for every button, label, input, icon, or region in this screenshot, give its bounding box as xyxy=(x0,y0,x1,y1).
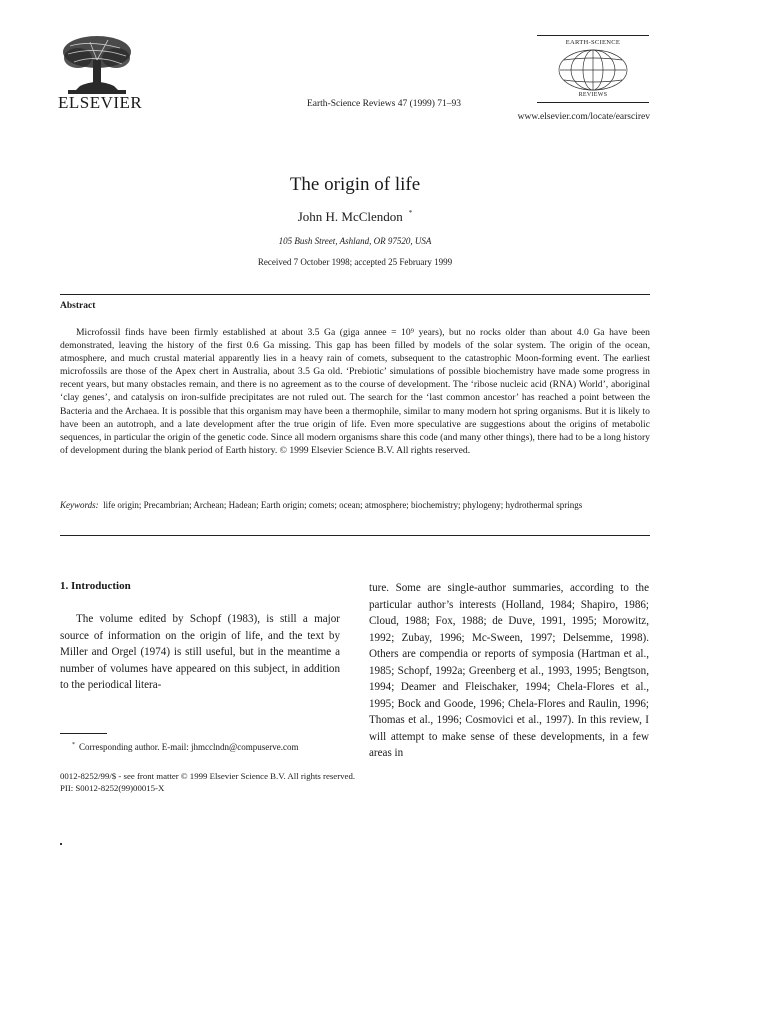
keywords-label: Keywords: xyxy=(60,500,99,510)
section-heading: 1. Introduction xyxy=(60,580,131,592)
article-title: The origin of life xyxy=(289,174,421,195)
cover-top-rule xyxy=(537,35,649,36)
abstract-text: Microfossil finds have been firmly established at about 3.5 Ga (giga annee = 10⁹ years), but no rocks older than about 4.0 Ga have been demonstrated, leaving the history of the first 0.6 Ga missing. This gap has been filled by models of the solar system. The origin of the ocean, atmosphere, and much crustal material apparently lies in a heavy rain of comets, subsequent to the catastrophic Moon-forming event. The earliest microfossils are those of the Apex chert in Australia, about 3.5 Ga old. ‘Prebiotic’ simulations of possible biochemistry have made some progress in recent years, but many obstacles remain, and there is no agreement as to the course of development. The ‘ribose nucleic acid (RNA) World’, aboriginal ‘clay genes’, and catalysis on iron-sulfide precipitates are not ruled out. The search for the ‘last common ancestor’ has reached a point between the Bacteria and the Archaea. It is possible that this organism may have been a thermophile, similar to many modern hot spring organisms. But it is likely to have been an autotroph, and a late development after the true origin of life. Even more speculative are suggestions about the origins of metabolic sequences, in particular the origin of the genetic code. Since all modern organisms share this code (and many other things), there had to be a long history of development during the blank period of Earth history. © 1999 Elsevier Science B.V. All rights reserved. xyxy=(60,327,650,456)
journal-cover-logo xyxy=(537,35,649,105)
author-name: John H. McClendon xyxy=(297,209,403,224)
publisher-wordmark: ELSEVIER xyxy=(58,93,143,112)
footnote-text: Corresponding author. E-mail: jhmcclndn@compuserve.com xyxy=(79,742,299,752)
keywords xyxy=(60,499,650,512)
keywords-list: life origin; Precambrian; Archean; Hadean; Earth origin; comets; ocean; atmosphere; biochemistry; phylogeny; hydrothermal springs xyxy=(103,500,583,510)
abstract-bottom-rule xyxy=(60,535,650,536)
intro-paragraph-right: ture. Some are single-author summaries, according to the particular author’s interests (Holland, 1984; Shapiro, 1986; Cloud, 1988; Fox, 1988; de Duve, 1991, 1995; Morowitz, 1992; Zubay, 1996; Mc-Sween, 1997; Delsemme, 1998). Others are compendia or reports of symposia (Hartman et al., 1985; Schopf, 1992a; Greenberg et al., 1993, 1995; Bengtson, 1994; Deamer and Fleischaker, 1994; Chela-Flores et al., 1995; Bock and Goode, 1996; Chela-Flores and Raulin, 1996; Thomas et al., 1996; Cosmovici et al., 1997). In this review, I will attempt to make sense of these developments, in a few areas in xyxy=(369,582,649,759)
author-line xyxy=(0,209,710,225)
journal-reference: Earth-Science Reviews 47 (1999) 71–93 xyxy=(306,99,462,109)
footnote-rule xyxy=(60,733,107,734)
page-mark xyxy=(60,843,62,845)
issn-line: 0012-8252/99/$ - see front matter © 1999 Elsevier Science B.V. All rights reserved. xyxy=(60,771,356,781)
abstract-body xyxy=(60,326,650,457)
abstract-top-rule xyxy=(60,294,650,295)
journal-url-link[interactable]: www.elsevier.com/locate/earscirev xyxy=(517,112,650,122)
cover-bottom-rule xyxy=(537,102,649,103)
received-dates: Received 7 October 1998; accepted 25 February 1999 xyxy=(257,257,453,267)
elsevier-tree-logo xyxy=(60,34,134,96)
abstract-heading: Abstract xyxy=(60,301,96,311)
footnote-mark: * xyxy=(72,742,75,748)
author-affiliation: 105 Bush Street, Ashland, OR 97520, USA xyxy=(278,236,432,246)
cover-title: EARTH-SCIENCE xyxy=(565,39,621,46)
pii-line: PII: S0012-8252(99)00015-X xyxy=(60,783,165,793)
intro-paragraph-left: The volume edited by Schopf (1983), is still a major source of information on the origin of life, and the text by Miller and Orgel (1974) is still useful, but in the meantime a number of volumes have appeared on this subject, in addition to the periodical litera- xyxy=(60,613,340,691)
cover-subtitle: REVIEWS xyxy=(578,92,608,98)
issn-block xyxy=(60,770,355,794)
globe-icon xyxy=(557,48,629,92)
footnote xyxy=(60,742,299,752)
author-footnote-mark[interactable]: * xyxy=(408,209,413,217)
